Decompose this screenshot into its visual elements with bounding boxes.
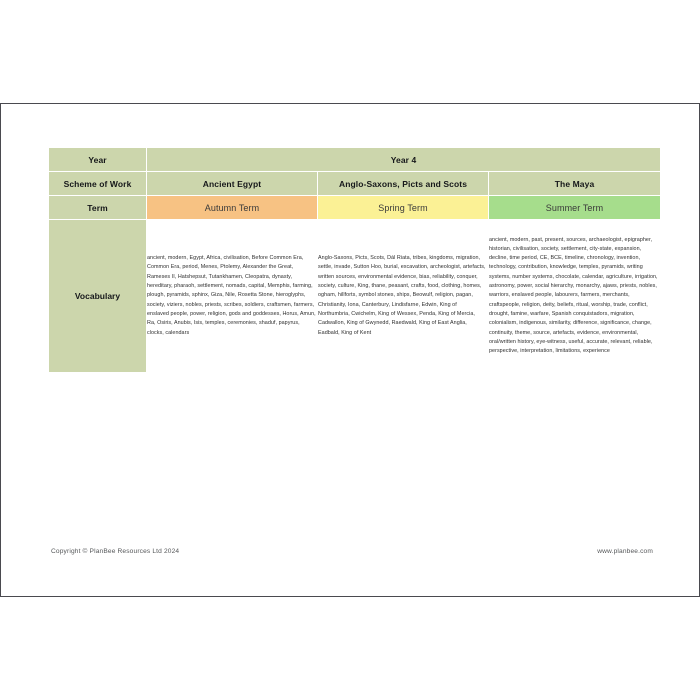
website-url[interactable]: www.planbee.com [597, 548, 653, 555]
table-row-scheme-of-work [49, 172, 660, 195]
copyright-notice: Copyright © PlanBee Resources Ltd 2024 [51, 548, 180, 555]
row-label-term: Term [49, 196, 146, 219]
table-row-year [49, 148, 660, 171]
term-cell-spring: Spring Term [318, 196, 488, 219]
table-row-term [49, 196, 660, 219]
vocabulary-cell-autumn: ancient, modern, Egypt, Africa, civilisation, Before Common Era, Common Era, period, Menes, Ptolemy, Alexander the Great, Rameses II, Hatshepsut, Tutankhamen, Cleopatra, dynasty, hereditary, pharaoh, settlement, nomads, capital, Memphis, farming, plough, pyramids, sphinx, Giza, Nile, Rosetta Stone, hieroglyphs, society, viziers, nobles, priests, scribes, soldiers, craftsmen, farmers, enslaved people, power, religion, gods and goddesses, Horus, Amun, Ra, Osiris, Anubis, Isis, temples, ceremonies, shaduf, papyrus, clocks, calendars [147, 220, 317, 372]
scheme-cell-autumn: Ancient Egypt [147, 172, 317, 195]
table-row-vocabulary [49, 220, 660, 372]
row-label-scheme-of-work: Scheme of Work [49, 172, 146, 195]
scheme-cell-summer: The Maya [489, 172, 660, 195]
term-cell-autumn: Autumn Term [147, 196, 317, 219]
curriculum-overview-table [48, 147, 661, 373]
row-label-vocabulary: Vocabulary [49, 220, 146, 372]
vocabulary-cell-summer: ancient, modern, past, present, sources, archaeologist, epigrapher, historian, civilisation, society, settlement, city-state, expansion, decline, time period, CE, BCE, timeline, chronology, invention, technology, contribution, knowledge, temples, pyramids, writing systems, number systems, chocolate, calendar, agriculture, irrigation, astronomy, power, social hierarchy, monarchy, ajaws, priests, nobles, warriors, enslaved people, labourers, farmers, merchants, craftspeople, religion, deity, beliefs, ritual, worship, trade, conflict, drought, famine, warfare, Spanish conquistadors, migration, colonialism, indigenous, similarity, difference, significance, change, continuity, theme, source, artefacts, evidence, environmental, oral/written history, eye-witness, useful, accurate, relevant, reliable, perspective, interpretation, limitations, experience [489, 220, 660, 372]
year-value-cell: Year 4 [147, 148, 660, 171]
row-label-year: Year [49, 148, 146, 171]
page-footer [1, 548, 700, 572]
document-page [0, 103, 700, 597]
term-cell-summer: Summer Term [489, 196, 660, 219]
vocabulary-cell-spring: Anglo-Saxons, Picts, Scots, Dál Riata, tribes, kingdoms, migration, settle, invade, Sutton Hoo, burial, excavation, archeologist, artefacts, written sources, environmental evidence, bias, reliability, conquer, society, culture, King, thane, peasant, crafts, food, clothing, homes, ogham, hillforts, symbol stones, ships, Beowulf, religion, pagan, Christianity, Iona, Canterbury, Lindisfarne, Edwin, King of Northumbria, Cwichelm, King of Wessex, Penda, King of Mercia, Cadwallon, King of Gwynedd, Raedwald, King of East Anglia, Eadbald, King of Kent [318, 220, 488, 372]
scheme-cell-spring: Anglo-Saxons, Picts and Scots [318, 172, 488, 195]
